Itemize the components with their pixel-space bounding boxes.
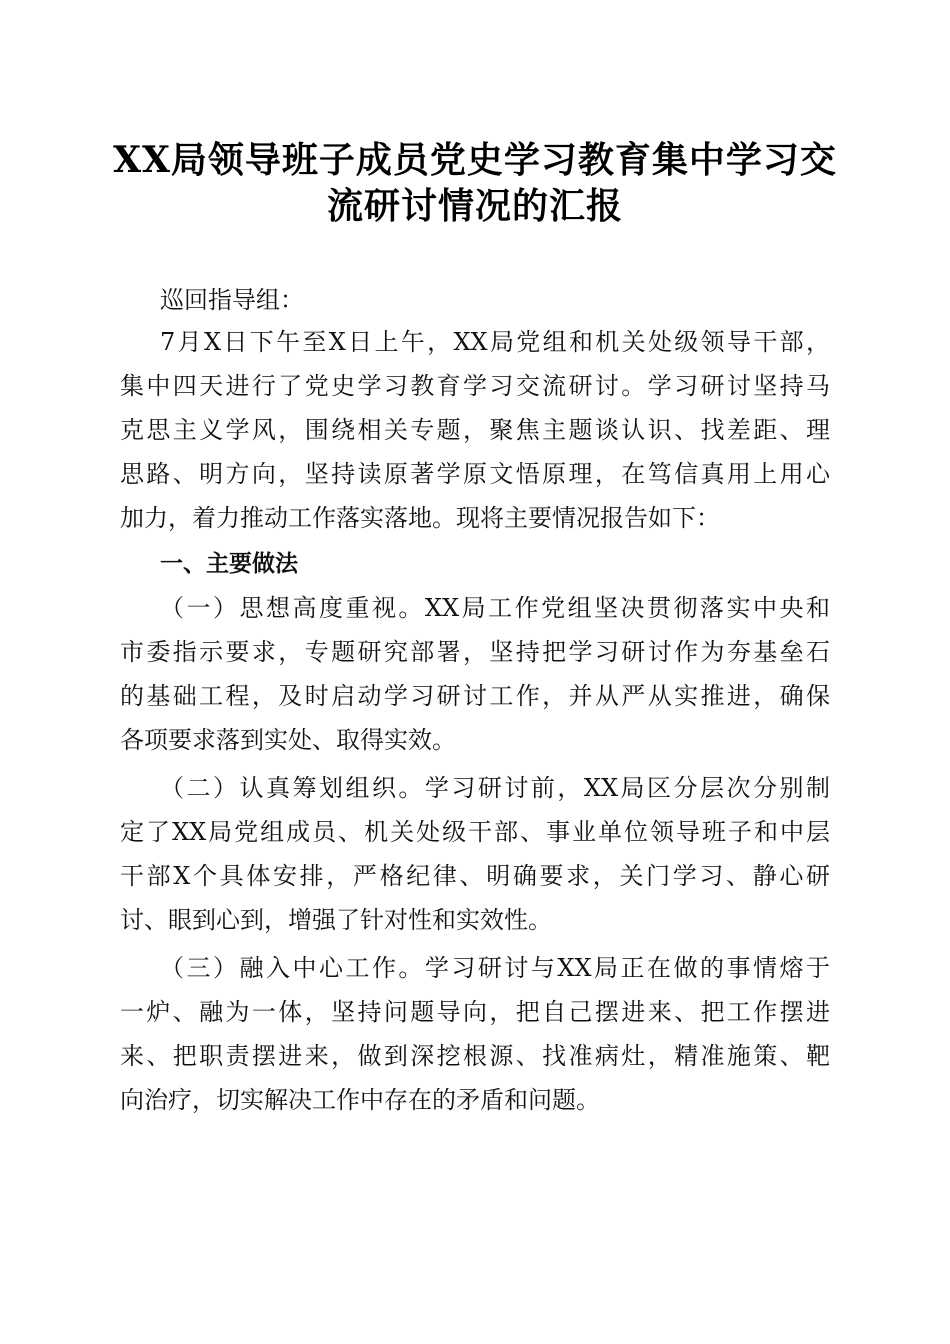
section-heading: 一、主要做法: [160, 551, 298, 577]
item3-line-1: （三）融入中心工作。学习研讨与XX局正在做的事情熔于: [160, 954, 830, 982]
item2-line-2: 定了XX局党组成员、机关处级干部、事业单位领导班子和中层: [120, 818, 830, 846]
document-title-line-2: 流研讨情况的汇报: [326, 185, 623, 227]
intro-line-4: 思路、明方向，坚持读原著学原文悟原理，在笃信真用上用心: [120, 460, 830, 488]
item2-line-3: 干部X个具体安排，严格纪律、明确要求，关门学习、静心研: [120, 862, 830, 890]
intro-line-1: 7月X日下午至X日上午，XX局党组和机关处级领导干部，: [160, 328, 830, 356]
item3-line-3: 来、把职责摆进来，做到深挖根源、找准病灶，精准施策、靶: [120, 1042, 830, 1070]
item2-line-1: （二）认真筹划组织。学习研讨前，XX局区分层次分别制: [160, 774, 830, 802]
intro-line-3: 克思主义学风，围绕相关专题，聚焦主题谈认识、找差距、理: [120, 416, 830, 444]
item2-line-4: 讨、眼到心到，增强了针对性和实效性。: [120, 906, 552, 934]
item3-line-2: 一炉、融为一体，坚持问题导向，把自己摆进来、把工作摆进: [120, 998, 830, 1026]
document-title-line-1: XX局领导班子成员党史学习教育集中学习交: [113, 139, 837, 181]
salutation: 巡回指导组：: [160, 286, 304, 314]
item1-line-4: 各项要求落到实处、取得实效。: [120, 726, 456, 754]
item3-line-4: 向治疗，切实解决工作中存在的矛盾和问题。: [120, 1086, 600, 1114]
item1-line-1: （一）思想高度重视。XX局工作党组坚决贯彻落实中央和: [160, 594, 830, 622]
item1-line-3: 的基础工程，及时启动学习研讨工作，并从严从实推进，确保: [120, 682, 830, 710]
intro-line-5: 加力，着力推动工作落实落地。现将主要情况报告如下：: [120, 504, 720, 532]
item1-line-2: 市委指示要求，专题研究部署，坚持把学习研讨作为夯基垒石: [120, 638, 830, 666]
intro-line-2: 集中四天进行了党史学习教育学习交流研讨。学习研讨坚持马: [120, 372, 830, 400]
